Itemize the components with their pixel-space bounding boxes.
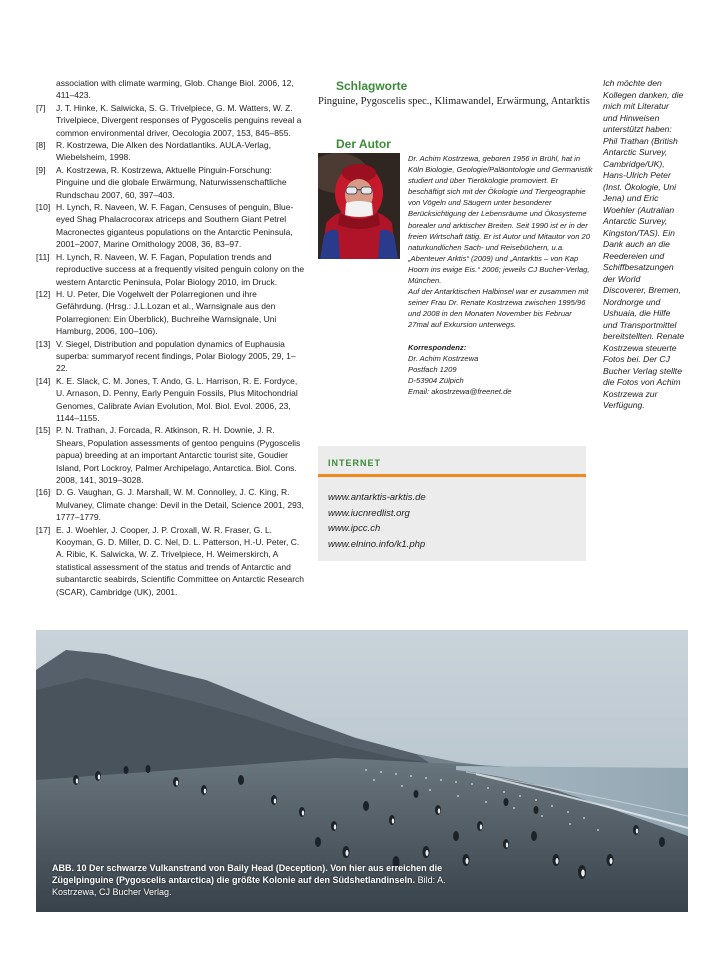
reference-text: E. J. Woehler, J. Cooper, J. P. Croxall, W. R. Fraser, G. L. Kooyman, G. D. Miller, D. C. Nel, D. L. Patterson, H.-U. Peter, C. A. Ribic, K. Salwicka, W. Z. Trivelpiece, H. Weimerskirch, A statistical assessment of the status and trends of Antarctic and subantarctic seabirds, Scientific Committee on Antarctic Research (SCAR), Cambridge (UK), 2001. — [56, 524, 305, 597]
reference-text: A. Kostrzewa, R. Kostrzewa, Aktuelle Pinguin-Forschung: Pinguine und die globale Erwärmung, Naturwissenschaftliche Rundschau 2007, 60, 397–403. — [56, 164, 287, 200]
internet-heading: INTERNET — [328, 458, 381, 468]
correspondence-email[interactable]: Email: akostrzewa@freenet.de — [408, 386, 512, 396]
reference-text: J. T. Hinke, K. Salwicka, S. G. Trivelpiece, G. M. Watters, W. Z. Trivelpiece, Divergent responses of Pygoscelis penguins reveal a common environmental driver, Oecologia 2007, 153, 845–855. — [56, 102, 302, 138]
correspondence-postbox: Postfach 1209 — [408, 364, 457, 374]
correspondence-label: Korrespondenz: — [408, 342, 467, 352]
reference-number: [9] — [36, 164, 46, 175]
figure-caption-credit: Bild: A. Kostrzewa, CJ Bucher Verlag. — [52, 875, 446, 897]
reference-item — [36, 139, 306, 164]
reference-text: R. Kostrzewa, Die Alken des Nordatlantiks. AULA-Verlag, Wiebelsheim, 1998. — [56, 140, 271, 163]
reference-text: H. Lynch, R. Naveen, W. F. Fagan, Censuses of penguin, Blue-eyed Shag Phalacrocorax atriceps and Southern Giant Petrel Macronectes giganteus populations on the Antarctic Peninsula, 2001–2007, Marine Ornithology 2008, 36, 83–97. — [56, 202, 294, 250]
internet-box — [318, 446, 586, 561]
reference-list — [36, 77, 306, 598]
reference-item — [36, 486, 306, 523]
reference-number: [10] — [36, 202, 51, 213]
reference-text: P. N. Trathan, J. Forcada, R. Atkinson, R. H. Downie, J. R. Shears, Population assessments of gentoo penguins (Pygoscelis papua) breeding at an important Antarctic tourist site, Goudier Island, Port Lockroy, Palmer Archipelago, Antarctica. Biol. Cons. 2008, 141, 3019–3028. — [56, 425, 301, 485]
internet-link[interactable]: www.elnino.info/k1.php — [328, 538, 426, 550]
author-bio — [408, 153, 593, 397]
reference-text: D. G. Vaughan, G. J. Marshall, W. M. Connolley, J. C. King, R. Mulvaney, Climate change: Devil in the Detail, Science 2001, 293, 1777–1779. — [56, 487, 304, 523]
internet-link-list — [328, 490, 426, 552]
reference-number: [17] — [36, 524, 51, 535]
reference-number: [16] — [36, 487, 51, 498]
reference-item — [36, 524, 306, 598]
correspondence-name: Dr. Achim Kostrzewa — [408, 353, 479, 363]
reference-text: K. E. Slack, C. M. Jones, T. Ando, G. L. Harrison, R. E. Fordyce, U. Arnason, D. Penny, Early Penguin Fossils, Plus Mitochondrial Genomes, Calibrate Avian Evolution, Mol. Biol. Evol. 2006, 23, 1144–1155. — [56, 375, 298, 423]
reference-number: [15] — [36, 425, 51, 436]
author-bio-text: Dr. Achim Kostrzewa, geboren 1956 in Brühl, hat in Köln Biologie, Geologie/Paläontologie und Germanistik studiert und über Tierökologie promoviert. Er beschäftigt sich mit der Ökologie und Tiergeographie von Vögeln und Säugern unter besonderer Berücksichtigung der Lebensräume und Ökosysteme borealer und arktischer Breiten. Seit 1990 ist er in der freien Wirtschaft tätig. Er ist Autor und Mitautor von 20 naturkundlichen Sach- und Reisebüchern, u.a. „Abenteuer Arktis“ (2009) und „Antarktis – von Kap Hoorn ins ewige Eis.“ 2006; jeweils CJ Bucher-Verlag, München. — [408, 154, 593, 286]
reference-item — [36, 288, 306, 338]
internet-link[interactable]: www.antarktis-arktis.de — [328, 492, 426, 503]
reference-item — [36, 251, 306, 288]
reference-item — [36, 424, 306, 486]
reference-text: H. U. Peter, Die Vogelwelt der Polarregionen und ihre Gefährdung. (Hrsg.: J.L.Lozan et al., Warnsignale aus den Polarregionen: Ein Überblick), Buchreihe Warnsignale, Uni Hamburg, 2006, 100–106). — [56, 288, 277, 337]
reference-text: H. Lynch, R. Naveen, W. F. Fagan, Population trends and reproductive success at a frequently visited penguin colony on the western Antarctic Peninsula, Polar Biology 2010, im Druck. — [56, 251, 305, 287]
author-portrait — [318, 153, 400, 259]
reference-item — [36, 164, 306, 201]
reference-text: V. Siegel, Distribution and population dynamics of Euphausia superba: summaryof recent findings, Polar Biology 2005, 29, 1–22. — [56, 338, 296, 374]
internet-link[interactable]: www.ipcc.ch — [328, 523, 381, 534]
internet-divider — [318, 474, 586, 477]
reference-number: [8] — [36, 140, 46, 151]
internet-link[interactable]: www.iucnredlist.org — [328, 507, 410, 519]
reference-number: [7] — [36, 102, 46, 113]
reference-item — [36, 338, 306, 375]
reference-text: association with climate warming, Glob. Change Biol. 2006, 12, 411–423. — [56, 78, 294, 101]
reference-item — [36, 102, 306, 139]
reference-item — [36, 375, 306, 425]
reference-number: [13] — [36, 338, 51, 349]
reference-item — [36, 201, 306, 251]
figure-caption — [52, 862, 452, 898]
reference-item — [36, 77, 306, 102]
figure-caption-main: ABB. 10 Der schwarze Vulkanstrand von Baily Head (Deception). Von hier aus erreichen die Zügelpinguine (Pygoscelis antarctica) die größte Kolonie auf den Südshetlandinseln. — [52, 863, 443, 885]
reference-number: [12] — [36, 288, 51, 299]
beach-photo-figure — [36, 630, 688, 912]
reference-number: [11] — [36, 251, 50, 262]
author-trip-text: Auf der Antarktischen Halbinsel war er zusammen mit seiner Frau Dr. Renate Kostrzewa zwischen 1995/96 und 2008 in den Monaten November bis Februar 27mal auf Exkursion unterwegs. — [408, 287, 589, 330]
keywords-text: Pinguine, Pygoscelis spec., Klimawandel, Erwärmung, Antarktis — [318, 96, 590, 107]
reference-number: [14] — [36, 375, 51, 386]
author-heading: Der Autor — [336, 137, 391, 151]
correspondence-city: D-53904 Zülpich — [408, 375, 464, 385]
keywords-heading: Schlagworte — [336, 79, 408, 93]
acknowledgement-text: Ich möchte den Kollegen danken, die mich mit Literatur und Hinweisen unterstützt haben: Phil Trathan (British Antarctic Survey, Cambridge/UK), Hans-Ulrich Peter (Inst. Ökologie, Uni Jena) und Eric Woehler (Autralian Antarctic Survey, Kingston/TAS). Ein Dank auch an die Reedereien und Schiffbesatzungen der World Discoverer, Bremen, Nordnorge und Ushuaia, die Hilfe und Transportmittel bereitstellten. Renate Kostrzewa steuerte Fotos bei. Der CJ Bucher Verlag stellte die Fotos von Achim Kostrzewa zur Verfügung. — [603, 78, 685, 410]
